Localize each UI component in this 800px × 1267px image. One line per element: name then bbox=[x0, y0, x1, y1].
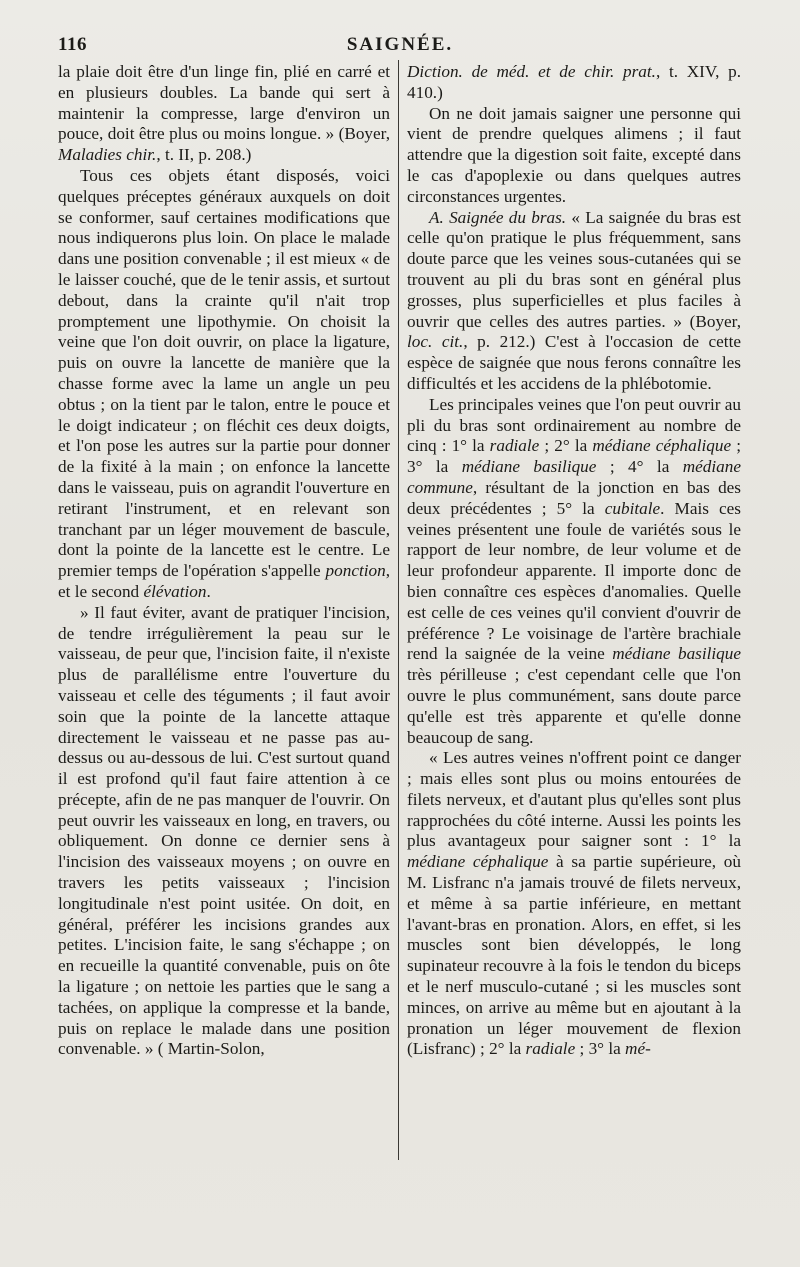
running-head: SAIGNÉE. bbox=[346, 34, 454, 55]
text-run: « La saignée du bras est celle qu'on pratique le plus fréquemment, sans doute parce que les veines sous-cutanées qui se trouvent au pli du bras sont en général plus grosses, plus superficielles et plus faciles à ouvrir que celles des autres parties. » (Boyer, bbox=[407, 207, 741, 331]
text-run: , t. II, p. 208.) bbox=[156, 145, 252, 165]
section-heading: A. Saignée du bras. bbox=[429, 207, 567, 227]
text-run: , t. XIV, p. 410.) bbox=[407, 62, 741, 102]
italic-term: ponction bbox=[325, 561, 386, 581]
text-run: « Les autres veines n'offrent point ce danger ; mais elles sont plus ou moins entourées de filets nerveux, et d'autant plus qu'elles sont plus rapprochées du côté interne. Aussi les points les plus avantageux pour saigner sont : 1° la bbox=[407, 748, 741, 851]
text-run: . Mais ces veines présentent une foule de variétés sous le rapport de leur nombre, de leur volume et de leur profondeur apparente. Il importe donc de bien connaître ces espèces d'anomalies. Quelle est celle de ces veines qu'il convient d'ouvrir de préférence ? Le voisinage de l'artère brachiale rend la saignée de la veine bbox=[407, 498, 741, 664]
italic-term: élévation bbox=[143, 581, 207, 601]
vein-name: médiane basilique bbox=[461, 457, 597, 477]
paragraph-continued bbox=[407, 62, 741, 104]
text-run: , et le second bbox=[58, 561, 390, 601]
italic-citation: Maladies chir. bbox=[58, 145, 157, 165]
paragraph bbox=[407, 395, 741, 749]
vein-name: radiale bbox=[525, 1039, 576, 1059]
text-run: ; 2° la bbox=[539, 436, 593, 456]
text-run: ; 4° la bbox=[596, 457, 683, 477]
text-run: Tous ces objets étant disposés, voici quelques préceptes généraux auxquels on doit se conformer, sauf certaines modifications que nous indiquerons plus loin. On place le malade dans une position convenable ; il est mieux « de le laisser couché, que de le tenir assis, et surtout debout, dans la crainte qu'il n'ait trop promptement une lipothymie. On choisit la veine que l'on doit ouvrir, on place la ligature, puis on ouvre la lancette de manière que la chasse forme avec la lame un angle un peu obtus ; on la tient par le talon, entre le pouce et le doigt indicateur ; on fléchit ces deux doigts, et l'on pose les autres sur la partie pour donner de la fixité à la main ; on enfonce la lancette dans le vaisseau, puis on agrandit l'ouverture en retirant l'instrument, et en relevant son tranchant par un léger mouvement de bascule, dont la pointe de la lancette est le centre. Le premier temps de l'opération s'appelle bbox=[58, 165, 390, 581]
italic-citation: loc. cit. bbox=[407, 332, 464, 352]
page-header bbox=[58, 34, 742, 62]
text-run: , p. 212.) C'est à l'occasion de cette espèce de saignée que nous ferons connaître les difficultés et les accidens de la phlébotomie. bbox=[407, 332, 741, 393]
page-number: 116 bbox=[58, 34, 87, 55]
vein-name: mé- bbox=[625, 1039, 651, 1059]
vein-name: médiane céphalique bbox=[407, 852, 549, 872]
text-run: ; 3° la bbox=[407, 436, 741, 477]
vein-name: médiane céphalique bbox=[592, 436, 732, 456]
left-column bbox=[58, 62, 390, 1167]
text-run: Les principales veines que l'on peut ouvrir au pli du bras sont ordinairement au nombre de cinq : 1° la bbox=[407, 394, 741, 456]
text-run: , résultant de la jonction en bas des deux précédentes ; 5° la bbox=[407, 477, 741, 518]
paragraph bbox=[407, 748, 741, 1060]
vein-name: médiane basilique bbox=[612, 644, 741, 664]
text-run: ; 3° la bbox=[575, 1039, 626, 1059]
paragraph bbox=[407, 208, 741, 395]
paragraph-continued bbox=[58, 62, 390, 166]
paragraph bbox=[58, 166, 390, 603]
vein-name: médiane commune bbox=[407, 457, 741, 497]
text-run: très périlleuse ; c'est cependant celle que l'on ouvre le plus communément, sans doute parce qu'elle est très apparente et qu'elle donne beaucoup de sang. bbox=[407, 665, 741, 747]
paragraph: On ne doit jamais saigner une personne qui vient de prendre quelques alimens ; il faut attendre que la digestion soit faite, excepté dans le cas d'apoplexie ou dans quelques autres circonstances urgentes. bbox=[407, 103, 741, 206]
vein-name: radiale bbox=[489, 436, 540, 456]
text-run: à sa partie supérieure, où M. Lisfranc n'a jamais trouvé de filets nerveux, et même à sa partie inférieure, en mettant l'avant-bras en pronation. Alors, en effet, si les muscles sont bien développés, le long supinateur recouvre à la fois le tendon du biceps et le nerf musculo-cutané ; si les muscles sont minces, on arrive au même but en ajoutant à la pronation un léger mouvement de flexion (Lisfranc) ; 2° la bbox=[407, 852, 741, 1059]
right-column bbox=[407, 62, 741, 1167]
vein-name: cubitale bbox=[604, 498, 661, 518]
text-run: la plaie doit être d'un linge fin, plié en carré et en plusieurs doubles. La bande qui sert à maintenir la compresse, large d'environ un pouce, doit être plus ou moins longue. » (Boyer, bbox=[58, 62, 390, 144]
text-run: . bbox=[206, 581, 211, 601]
column-divider bbox=[398, 60, 399, 1160]
italic-citation: Diction. de méd. et de chir. prat. bbox=[407, 62, 656, 81]
paragraph: » Il faut éviter, avant de pratiquer l'incision, de tendre irrégulièrement la peau sur le vaisseau, de peur que, l'incision faite, il n'existe plus de parallélisme entre l'ouverture du vaisseau et celle des téguments ; il faut avoir soin que la pointe de la lancette attaque directement le vaisseau et ne passe pas au-dessus ou au-dessous de lui. C'est surtout quand il est profond qu'il faut faire attention à ce précepte, afin de ne pas manquer de l'ouvrir. On peut ouvrir les vaisseaux en long, en travers, ou obliquement. On donne ce dernier sens à l'incision des vaisseaux moyens ; on ouvre en travers les petits vaisseaux ; l'incision longitudinale n'est point usitée. On doit, en général, préférer les incisions grandes aux petites. L'incision faite, le sang s'échappe ; on en recueille la quantité convenable, puis on ôte la ligature ; on nettoie les parties que le sang a tachées, on applique la compresse et la bande, puis on replace le malade dans une position convenable. » ( Martin-Solon, bbox=[58, 602, 390, 1059]
